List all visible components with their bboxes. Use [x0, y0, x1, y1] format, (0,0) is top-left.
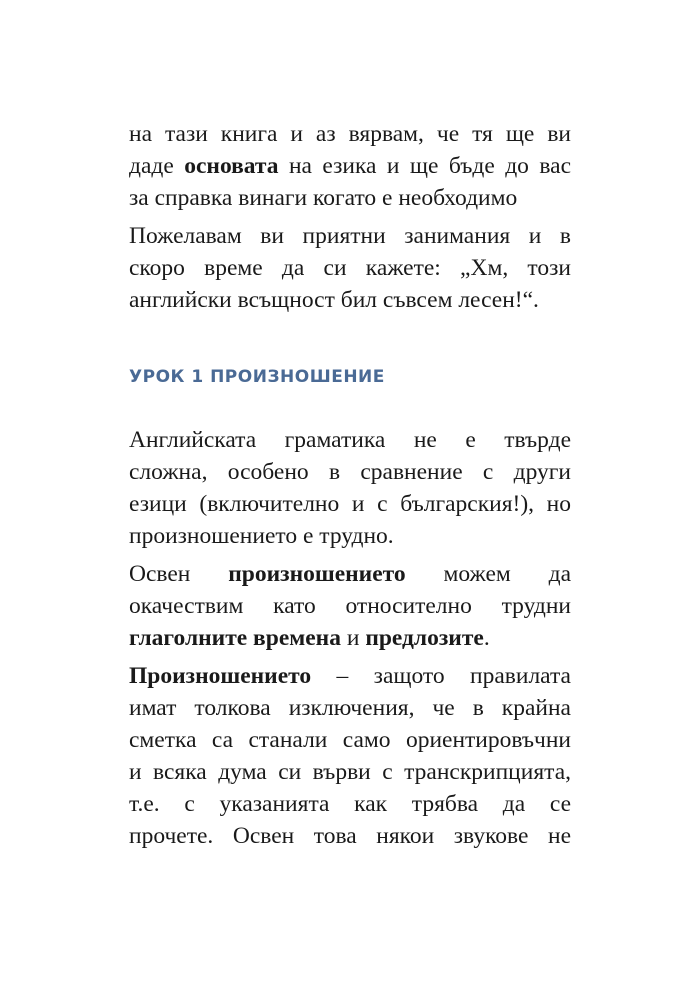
bold-term-verb-tenses: глаголните времена — [129, 625, 341, 651]
text-line: за справка винаги когато е необходимо — [129, 185, 518, 211]
text-line: скоро време да си кажете: „Хм, този — [129, 255, 571, 281]
lesson-paragraph-1 — [129, 424, 571, 552]
bold-term-proiznoshenieto: произношението — [228, 561, 406, 587]
text-run: и — [340, 625, 366, 651]
section-heading: УРОК 1 ПРОИЗНОШЕНИЕ — [129, 367, 385, 387]
text-line — [129, 558, 571, 590]
text-line: прочете. Освен това някои звукове не — [129, 823, 571, 849]
text-line: сметка са станали само ориентировъчни — [129, 727, 571, 753]
text-run: . — [483, 625, 490, 651]
text-line — [129, 150, 571, 182]
text-line: Английската граматика не е твърде — [129, 427, 571, 453]
bold-term-osnovata: основата — [184, 153, 279, 179]
text-run: можем да — [405, 561, 572, 587]
bold-term-pronunciation: Произношението — [129, 663, 312, 689]
bold-term-prepositions: предлозите — [365, 625, 484, 651]
text-run: – защото правилата — [311, 663, 571, 689]
page-content — [129, 118, 571, 852]
text-run: даде — [129, 153, 185, 179]
text-line: т.е. с указанията как трябва да се — [129, 791, 571, 817]
intro-paragraph-1 — [129, 118, 571, 214]
text-line — [129, 660, 571, 692]
text-run: на езика и ще бъде до вас — [278, 153, 571, 179]
text-line: на тази книга и аз вярвам, че тя ще ви — [129, 121, 571, 147]
text-run: Освен — [129, 561, 229, 587]
lesson-paragraph-2 — [129, 558, 571, 654]
text-line: окачествим като относително трудни — [129, 593, 571, 619]
text-line: езици (включително и с българския!), но — [129, 491, 571, 517]
lesson-paragraph-3 — [129, 660, 571, 852]
text-line: Пожелавам ви приятни занимания и в — [129, 223, 571, 249]
text-line: английски всъщност бил съвсем лесен!“. — [129, 287, 539, 313]
text-line: сложна, особено в сравнение с други — [129, 459, 571, 485]
text-line — [129, 622, 571, 654]
text-line: имат толкова изключения, че в крайна — [129, 695, 571, 721]
text-line: и всяка дума си върви с транскрипцията, — [129, 759, 571, 785]
text-line: произношението е трудно. — [129, 523, 394, 549]
intro-paragraph-2 — [129, 220, 571, 316]
